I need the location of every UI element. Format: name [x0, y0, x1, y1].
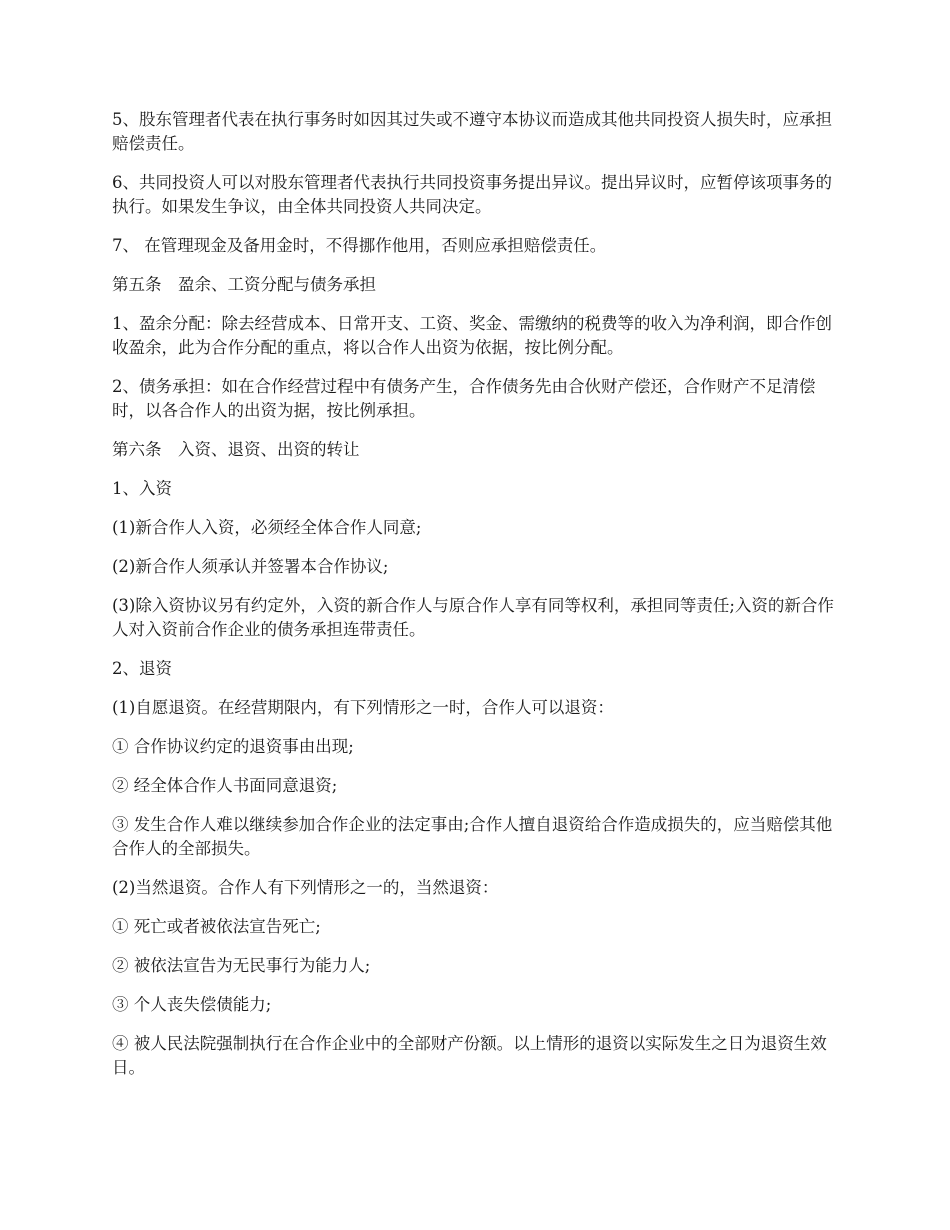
list-item-entry-2: (2)新合作人须承认并签署本合作协议;	[112, 557, 389, 576]
list-item-automatic-case-3: ③ 个人丧失偿债能力;	[112, 995, 272, 1014]
list-item-voluntary-withdrawal: (1)自愿退资。在经营期限内，有下列情形之一时，合作人可以退资：	[112, 698, 614, 717]
paragraph-surplus-distribution: 1、盈余分配：除去经营成本、日常开支、工资、奖金、需缴纳的税费等的收入为净利润，即合作创收盈余，此为合作分配的重点，将以合作人出资为依据，按比例分配。	[112, 314, 832, 357]
list-item-voluntary-case-2: ② 经全体合作人书面同意退资;	[112, 776, 338, 795]
paragraph-clause-7-cash: 7、 在管理现金及备用金时，不得挪作他用，否则应承担赔偿责任。	[112, 236, 607, 255]
paragraph-debt-bearing: 2、债务承担：如在合作经营过程中有债务产生，合作债务先由合伙财产偿还，合作财产不足清偿时，以各合作人的出资为据，按比例承担。	[112, 377, 816, 420]
list-item-entry-1: (1)新合作人入资，必须经全体合作人同意;	[112, 518, 422, 537]
section-heading-article-6: 第六条 入资、退资、出资的转让	[112, 440, 360, 459]
paragraph-clause-5-liability: 5、股东管理者代表在执行事务时如因其过失或不遵守本协议而造成其他共同投资人损失时，应承担赔偿责任。	[112, 110, 832, 153]
list-item-voluntary-case-3: ③ 发生合作人难以继续参加合作企业的法定事由;合作人擅自退资给合作造成损失的，应当赔偿其他合作人的全部损失。	[112, 815, 833, 858]
subheading-withdrawal: 2、退资	[112, 659, 172, 678]
list-item-automatic-case-1: ① 死亡或者被依法宣告死亡;	[112, 917, 321, 936]
subheading-capital-entry: 1、入资	[112, 479, 172, 498]
list-item-automatic-case-2: ② 被依法宣告为无民事行为能力人;	[112, 956, 371, 975]
section-heading-article-5: 第五条 盈余、工资分配与债务承担	[112, 275, 376, 294]
list-item-automatic-case-4: ④ 被人民法院强制执行在合作企业中的全部财产份额。以上情形的退资以实际发生之日为退资生效日。	[112, 1034, 827, 1077]
document-body	[112, 108, 840, 1095]
list-item-voluntary-case-1: ① 合作协议约定的退资事由出现;	[112, 737, 354, 756]
list-item-entry-3: (3)除入资协议另有约定外，入资的新合作人与原合作人享有同等权利，承担同等责任;入资的新合作人对入资前合作企业的债务承担连带责任。	[112, 596, 834, 639]
list-item-automatic-withdrawal: (2)当然退资。合作人有下列情形之一的，当然退资：	[112, 878, 499, 897]
paragraph-clause-6-objection: 6、共同投资人可以对股东管理者代表执行共同投资事务提出异议。提出异议时，应暂停该项事务的执行。如果发生争议，由全体共同投资人共同决定。	[112, 173, 832, 216]
